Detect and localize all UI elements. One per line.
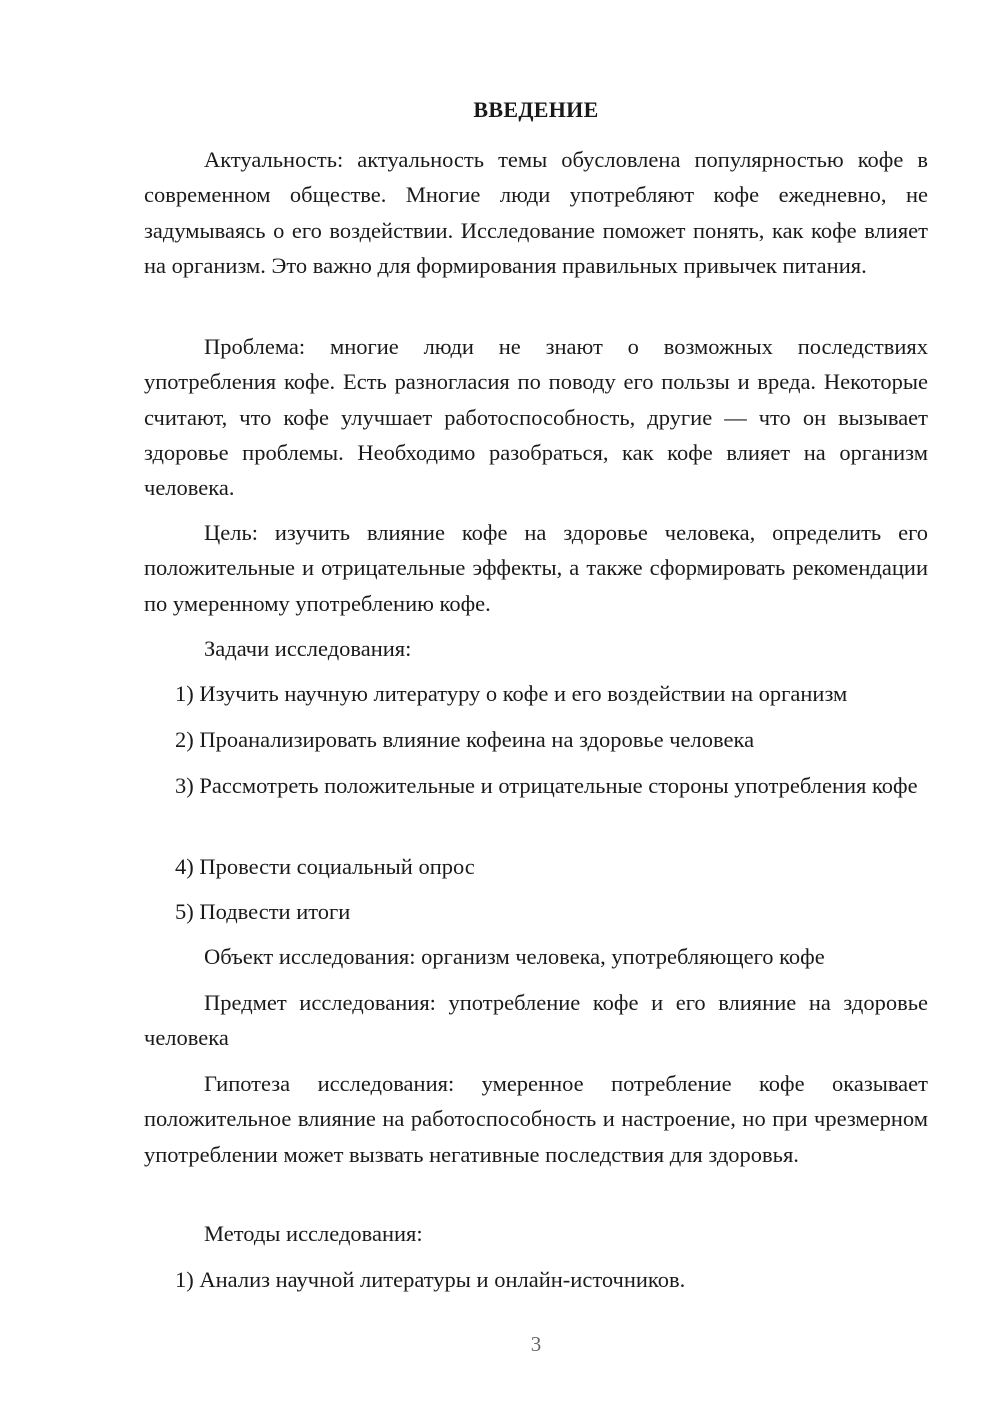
goal-paragraph: Цель: изучить влияние кофе на здоровье человека, определить его положительные и отрицательные эффекты, а также сформировать рекомендации по умеренному употреблению кофе. bbox=[144, 520, 928, 616]
task-item-5: 5) Подвести итоги bbox=[175, 899, 351, 924]
task-item-2: 2) Проанализировать влияние кофеина на здоровье человека bbox=[175, 727, 755, 752]
methods-heading: Методы исследования: bbox=[204, 1221, 423, 1246]
task-item-3: 3) Рассмотреть положительные и отрицательные стороны употребления кофе bbox=[175, 773, 918, 798]
page-number: 3 bbox=[530, 1332, 542, 1356]
task-item-4: 4) Провести социальный опрос bbox=[175, 854, 475, 879]
relevance-paragraph: Актуальность: актуальность темы обусловлена популярностью кофе в современном обществе. Многие люди употребляют кофе ежедневно, не задумываясь о его воздействии. Исследование поможет понять, как кофе влияет на организм. Это важно для формирования правильных привычек питания. bbox=[144, 147, 928, 278]
method-item-1: 1) Анализ научной литературы и онлайн-источников. bbox=[175, 1267, 686, 1292]
subject-paragraph: Предмет исследования: употребление кофе и его влияние на здоровье человека bbox=[144, 990, 928, 1051]
hypothesis-paragraph: Гипотеза исследования: умеренное потребление кофе оказывает положительное влияние на работоспособность и настроение, но при чрезмерном употреблении может вызвать негативные последствия для здоровья. bbox=[144, 1071, 928, 1167]
object-line: Объект исследования: организм человека, употребляющего кофе bbox=[204, 944, 825, 969]
problem-paragraph: Проблема: многие люди не знают о возможных последствиях употребления кофе. Есть разногласия по поводу его пользы и вреда. Некоторые считают, что кофе улучшает работоспособность, другие — что он вызывает здоровье проблемы. Необходимо разобраться, как кофе влияет на организм человека. bbox=[144, 334, 928, 501]
tasks-heading: Задачи исследования: bbox=[204, 636, 412, 661]
task-item-1: 1) Изучить научную литературу о кофе и его воздействии на организм bbox=[175, 681, 848, 706]
page-title: ВВЕДЕНИЕ bbox=[473, 97, 599, 122]
document-page bbox=[144, 0, 928, 1414]
